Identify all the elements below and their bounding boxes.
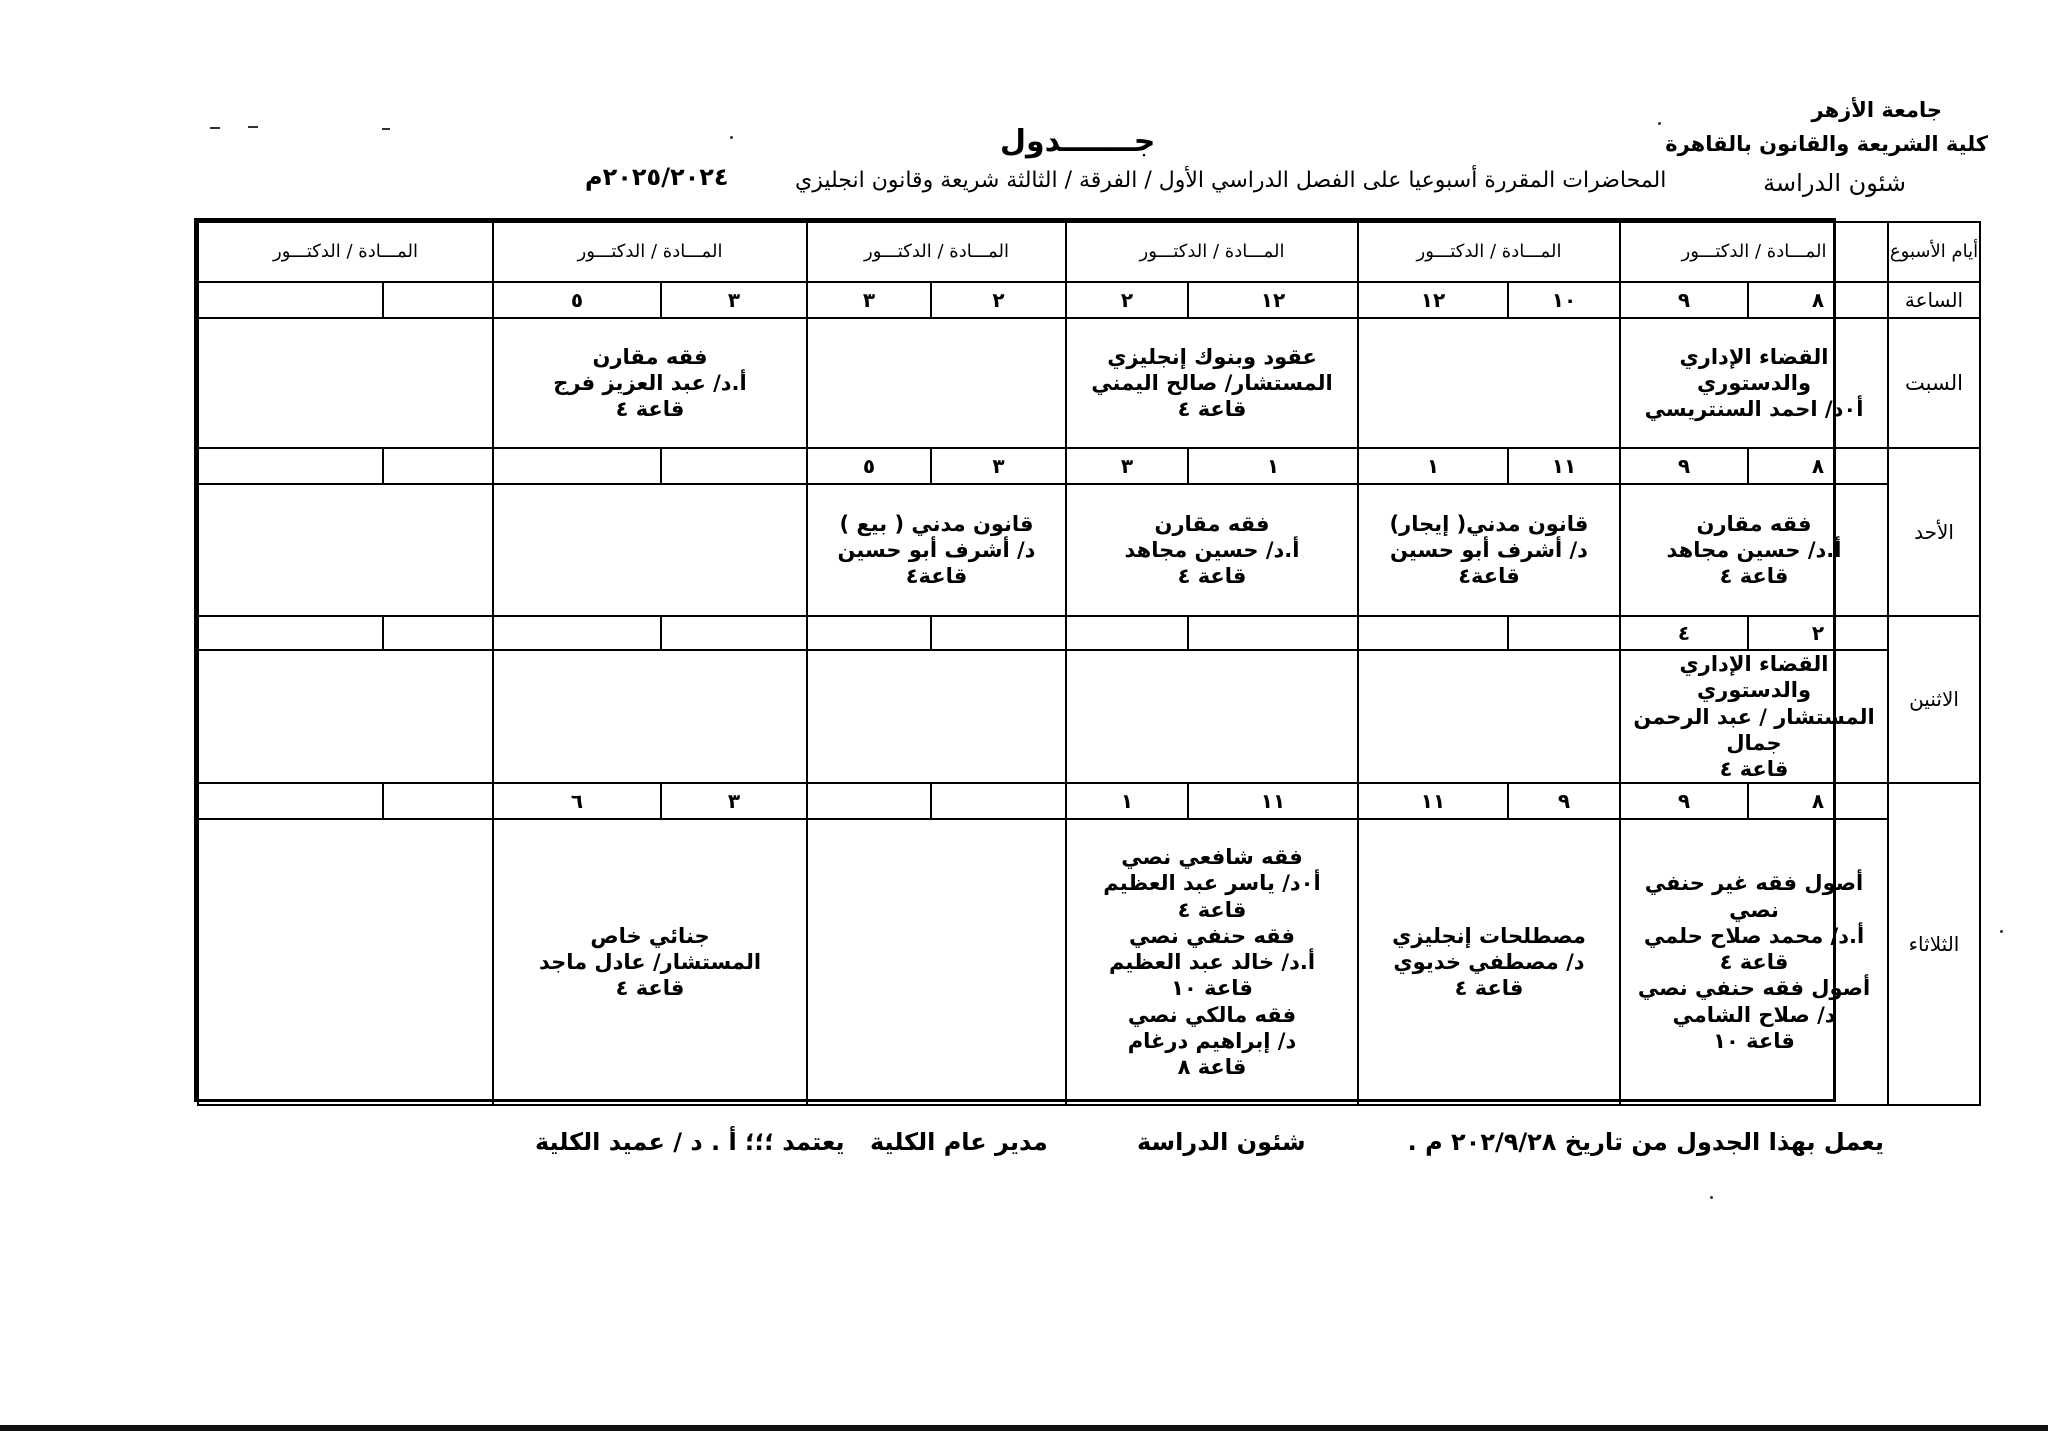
- effective-date-note: يعمل بهذا الجدول من تاريخ ٢٠٢/٩/٢٨ م .: [1407, 1128, 1884, 1156]
- lecture-line: أ.د/ محمد صلاح حلمي: [1643, 923, 1865, 948]
- hour-cell: ٣: [661, 783, 807, 819]
- lecture-line: المستشار/ عادل ماجد: [538, 950, 762, 975]
- lecture-line: د/ أشرف أبو حسين: [1390, 537, 1588, 562]
- hour-label: الساعة: [1888, 282, 1980, 318]
- lecture-cell: [1358, 819, 1620, 1105]
- university-name: جامعة الأزهر: [1811, 98, 1942, 122]
- document-subtitle: المحاضرات المقررة أسبوعيا على الفصل الدراسي الأول / الفرقة / الثالثة شريعة وقانون انجليزي: [795, 168, 1667, 193]
- lecture-line: د/ إبراهيم درغام: [1127, 1028, 1297, 1053]
- lecture-line: د/ مصطفي خديوي: [1393, 950, 1585, 975]
- lecture-cell: [1358, 484, 1620, 616]
- hour-cell: ١: [1358, 448, 1508, 484]
- lecture-line: فقه شافعي نصي: [1121, 845, 1303, 870]
- lecture-line: جنائي خاص: [590, 923, 710, 948]
- hour-cell: ١: [1066, 783, 1188, 819]
- lecture-cell: [807, 819, 1066, 1105]
- footer-approval: يعتمد ؛؛؛ أ . د / عميد الكلية: [535, 1128, 845, 1156]
- lecture-cell: [1358, 650, 1620, 783]
- hour-cell: [383, 282, 493, 318]
- lecture-line: قاعة ٤: [1177, 564, 1247, 589]
- lecture-line: أ.د/ حسين مجاهد: [1124, 537, 1300, 562]
- lecture-line: قاعة ٤: [1719, 950, 1789, 975]
- scan-edge: [0, 1425, 2048, 1431]
- hour-cell: [931, 616, 1066, 650]
- hour-cell: [383, 616, 493, 650]
- hour-row: [198, 282, 1980, 318]
- lecture-line: قاعة ٤: [1177, 897, 1247, 922]
- slot-header: المـــادة / الدكتـــور: [198, 222, 493, 282]
- scan-mark: [730, 136, 733, 139]
- footer-office: شئون الدراسة: [1137, 1128, 1306, 1156]
- hour-cell: [198, 616, 383, 650]
- hour-cell: ٣: [931, 448, 1066, 484]
- lecture-row: [198, 318, 1980, 448]
- lecture-cell: [493, 650, 807, 783]
- lecture-cell: [807, 650, 1066, 783]
- hour-cell: ١١: [1358, 783, 1508, 819]
- hour-cell: [1188, 616, 1358, 650]
- scan-mark: [2000, 930, 2003, 933]
- lecture-line: المستشار / عبد الرحمن جمال: [1633, 704, 1875, 755]
- lecture-line: قاعة ٤: [1177, 397, 1247, 422]
- lecture-cell: [198, 318, 493, 448]
- lecture-line: أ٠د/ ياسر عبد العظيم: [1103, 871, 1321, 896]
- lecture-cell: [1066, 318, 1358, 448]
- lecture-cell: [807, 484, 1066, 616]
- office-name: شئون الدراسة: [1763, 169, 1906, 197]
- hour-cell: ٩: [1620, 282, 1748, 318]
- slot-header: المـــادة / الدكتـــور: [1620, 222, 1888, 282]
- lecture-cell: [1066, 819, 1358, 1105]
- hour-cell: ٨: [1748, 783, 1888, 819]
- lecture-line: أصول فقه حنفي نصي: [1637, 976, 1871, 1001]
- hour-cell: [931, 783, 1066, 819]
- lecture-line: فقه مقارن: [1696, 511, 1812, 536]
- lecture-line: أ٠د/ احمد السنتريسي: [1644, 397, 1864, 422]
- college-name: كلية الشريعة والقانون بالقاهرة: [1665, 132, 1988, 156]
- lecture-cell: [1066, 650, 1358, 783]
- hour-cell: [807, 616, 931, 650]
- hour-cell: [198, 448, 383, 484]
- hour-cell: [383, 448, 493, 484]
- scan-mark: [248, 126, 258, 128]
- column-header-row: [198, 222, 1980, 282]
- hour-cell: ٩: [1620, 783, 1748, 819]
- hour-row: [198, 616, 1980, 650]
- hour-cell: ٥: [807, 448, 931, 484]
- hour-cell: [383, 783, 493, 819]
- lecture-cell: [1620, 318, 1888, 448]
- hour-cell: ٣: [1066, 448, 1188, 484]
- hour-cell: [661, 616, 807, 650]
- day-name: الثلاثاء: [1888, 783, 1980, 1105]
- lecture-cell: [1358, 318, 1620, 448]
- lecture-line: قاعة ٤: [615, 397, 685, 422]
- hour-cell: ١١: [1188, 783, 1358, 819]
- lecture-row: [198, 819, 1980, 1105]
- hour-cell: [1508, 616, 1620, 650]
- hour-cell: ١٠: [1508, 282, 1620, 318]
- lecture-line: قاعة ٤: [1719, 564, 1789, 589]
- slot-header: المـــادة / الدكتـــور: [1066, 222, 1358, 282]
- hour-cell: ١: [1188, 448, 1358, 484]
- lecture-row: [198, 650, 1980, 783]
- lecture-line: مصطلحات إنجليزي: [1392, 923, 1586, 948]
- scan-mark: [1658, 122, 1661, 125]
- footer-director: مدير عام الكلية: [870, 1128, 1048, 1156]
- hour-cell: ٩: [1508, 783, 1620, 819]
- lecture-cell: [807, 318, 1066, 448]
- lecture-line: أ.د/ خالد عبد العظيم: [1108, 950, 1316, 975]
- lecture-line: قاعة ٤: [1454, 976, 1524, 1001]
- lecture-cell: [198, 650, 493, 783]
- lecture-row: [198, 484, 1980, 616]
- lecture-cell: [1620, 650, 1888, 783]
- scan-mark: [382, 128, 390, 130]
- hour-cell: [493, 616, 661, 650]
- lecture-line: قاعة ٨: [1177, 1055, 1247, 1080]
- lecture-cell: [1620, 819, 1888, 1105]
- hour-cell: ٤: [1620, 616, 1748, 650]
- day-name: السبت: [1888, 318, 1980, 448]
- slot-header: المـــادة / الدكتـــور: [1358, 222, 1620, 282]
- hour-cell: [493, 448, 661, 484]
- lecture-cell: [198, 819, 493, 1105]
- hour-cell: ٨: [1748, 282, 1888, 318]
- hour-cell: ٢: [1748, 616, 1888, 650]
- lecture-line: قاعة ١٠: [1171, 976, 1253, 1001]
- lecture-line: قاعة٤: [905, 564, 968, 589]
- lecture-line: د/ أشرف أبو حسين: [837, 537, 1036, 562]
- lecture-line: فقه مقارن: [1154, 511, 1270, 536]
- lecture-cell: [198, 484, 493, 616]
- hour-cell: [1066, 616, 1188, 650]
- lecture-line: قاعة ١٠: [1713, 1028, 1795, 1053]
- lecture-line: أصول فقه غير حنفي نصي: [1644, 871, 1864, 922]
- lecture-line: قاعة ٤: [615, 976, 685, 1001]
- hour-cell: ٦: [493, 783, 661, 819]
- lecture-line: فقه مقارن: [592, 344, 708, 369]
- lecture-line: أ.د/ حسين مجاهد: [1666, 537, 1842, 562]
- lecture-line: قاعة٤: [1458, 564, 1520, 589]
- academic-year: ٢٠٢٥/٢٠٢٤م: [585, 163, 729, 191]
- lecture-line: القضاء الإداري والدستوري: [1679, 344, 1829, 395]
- lecture-line: قانون مدني( إيجار): [1389, 511, 1589, 536]
- day-column-header: أيام الأسبوع: [1888, 222, 1980, 282]
- hour-cell: ٩: [1620, 448, 1748, 484]
- lecture-cell: [1066, 484, 1358, 616]
- lecture-line: د/ صلاح الشامي: [1672, 1002, 1836, 1027]
- hour-cell: [1358, 616, 1508, 650]
- hour-cell: ١١: [1508, 448, 1620, 484]
- hour-row: [198, 448, 1980, 484]
- schedule-table: [194, 218, 1979, 1102]
- hour-cell: ٨: [1748, 448, 1888, 484]
- lecture-line: المستشار/ صالح اليمني: [1091, 370, 1333, 395]
- lecture-line: عقود وبنوك إنجليزي: [1107, 344, 1317, 369]
- lecture-cell: [493, 484, 807, 616]
- slot-header: المـــادة / الدكتـــور: [493, 222, 807, 282]
- hour-cell: ٣: [807, 282, 931, 318]
- scan-mark: [1710, 1196, 1713, 1199]
- hour-cell: ١٢: [1188, 282, 1358, 318]
- hour-row: [198, 783, 1980, 819]
- hour-cell: ٥: [493, 282, 661, 318]
- hour-cell: ٣: [661, 282, 807, 318]
- lecture-cell: [493, 819, 807, 1105]
- document-title: جـــــــدول: [1000, 124, 1156, 159]
- lecture-cell: [493, 318, 807, 448]
- hour-cell: ١٢: [1358, 282, 1508, 318]
- hour-cell: ٢: [931, 282, 1066, 318]
- lecture-line: فقه مالكي نصي: [1127, 1002, 1297, 1027]
- hour-cell: [198, 282, 383, 318]
- hour-cell: ٢: [1066, 282, 1188, 318]
- day-name: الاثنين: [1888, 616, 1980, 783]
- lecture-line: قاعة ٤: [1719, 757, 1789, 781]
- lecture-line: القضاء الإداري والدستوري: [1679, 652, 1829, 703]
- lecture-line: فقه حنفي نصي: [1128, 923, 1296, 948]
- scan-mark: [210, 127, 220, 129]
- hour-cell: [661, 448, 807, 484]
- slot-header: المـــادة / الدكتـــور: [807, 222, 1066, 282]
- hour-cell: [198, 783, 383, 819]
- lecture-line: أ.د/ عبد العزيز فرج: [553, 370, 747, 395]
- day-name: الأحد: [1888, 448, 1980, 616]
- hour-cell: [807, 783, 931, 819]
- lecture-cell: [1620, 484, 1888, 616]
- lecture-line: قانون مدني ( بيع ): [839, 511, 1034, 536]
